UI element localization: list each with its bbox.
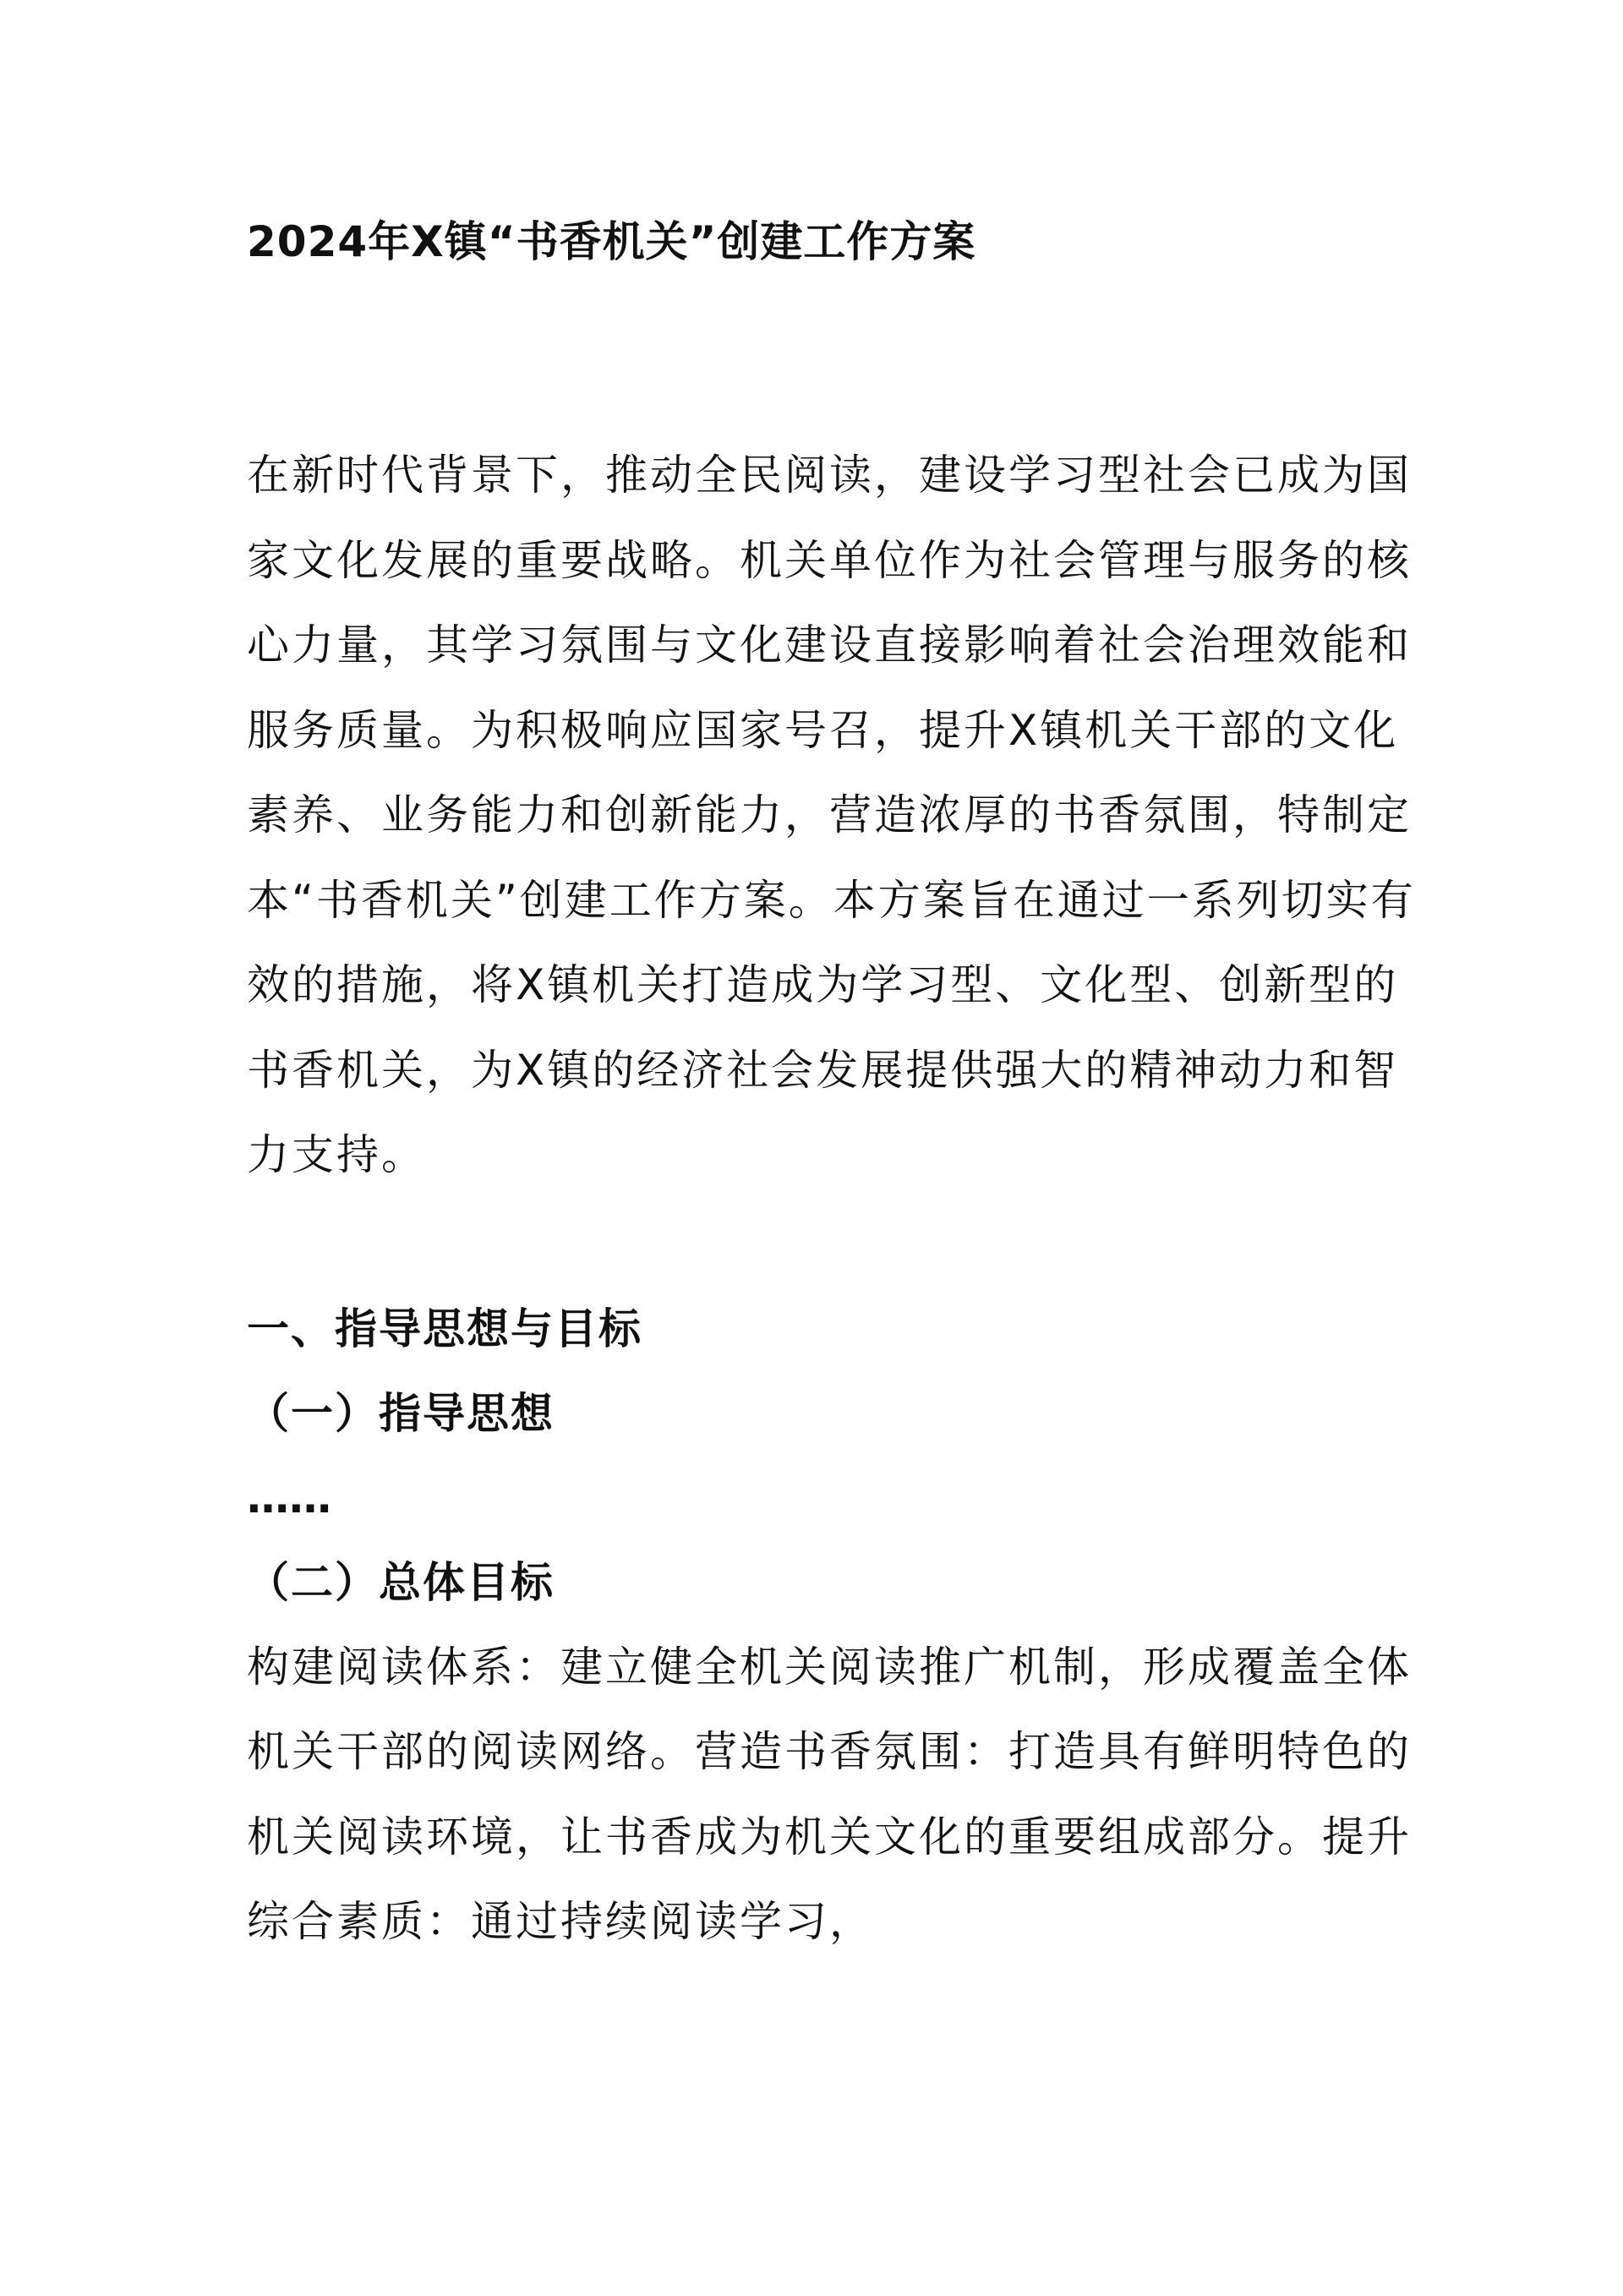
intro-paragraph: 在新时代背景下，推动全民阅读，建设学习型社会已成为国家文化发展的重要战略。机关单位作为社会管理与服务的核心力量，其学习氛围与文化建设直接影响着社会治理效能和服务质量。为积极响应国家号召，提升X镇机关干部的文化素养、业务能力和创新能力，营造浓厚的书香氛围，特制定本“书香机关”创建工作方案。本方案旨在通过一系列切实有效的措施，将X镇机关打造成为学习型、文化型、创新型的书香机关，为X镇的经济社会发展提供强大的精神动力和智力支持。 [247,451,1416,1179]
document-title: 2024年X镇“书香机关”创建工作方案 [247,217,976,266]
section-heading-guiding-ideology-and-goals: 一、指导思想与目标 [247,1304,642,1353]
subsection-heading-guiding-ideology: （一）指导思想 [247,1388,555,1438]
omitted-text-ellipsis: …… [247,1473,331,1522]
subsection-heading-overall-goals: （二）总体目标 [247,1557,555,1607]
overall-goals-paragraph: 构建阅读体系：建立健全机关阅读推广机制，形成覆盖全体机关干部的阅读网络。营造书香氛围：打造具有鲜明特色的机关阅读环境，让书香成为机关文化的重要组成部分。提升综合素质：通过持续阅读学习， [247,1642,1412,1946]
document-content [247,216,1422,1965]
